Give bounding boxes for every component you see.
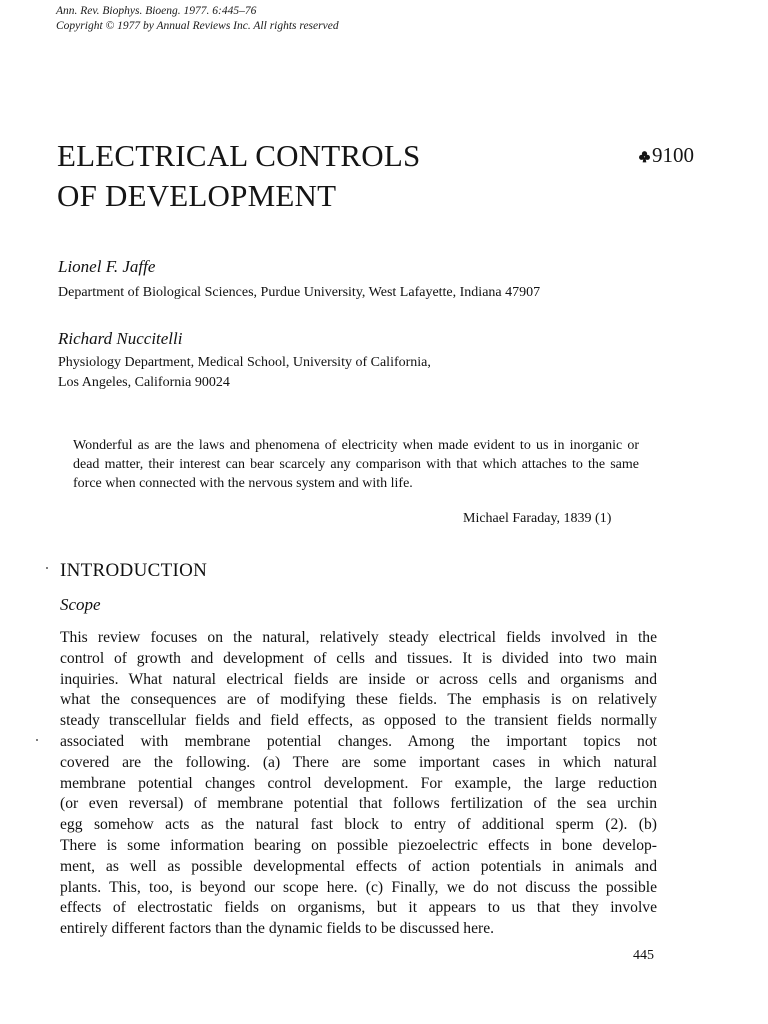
body-line: effects of electrostatic fields on organisms, but it appears to us that they involve [60,899,657,917]
body-line: what the consequences are of modifying these fields. The emphasis is on relatively [60,691,657,709]
author-name-1: Lionel F. Jaffe [58,257,156,276]
body-line: entirely different factors than the dynamic fields to be discussed here. [60,920,495,938]
article-code [638,143,694,168]
body-line: inquiries. What natural electrical fields are inside or across cells and organisms and [60,670,657,688]
body-line: steady transcellular fields and field effects, as opposed to the transient fields normally [60,712,657,730]
article-code-number: 9100 [652,143,694,167]
affiliation-line: Los Angeles, California 90024 [58,375,230,390]
body-line: plants. This, too, is beyond our scope here. (c) Finally, we do not discuss the possible [60,878,657,896]
copyright-line: Copyright © 1977 by Annual Reviews Inc. All rights reserved [56,20,339,32]
author-name-2: Richard Nuccitelli [58,329,183,348]
subsection-heading-scope: Scope [60,595,101,614]
author-affiliation-1 [58,283,540,303]
page-number: 445 [633,948,654,963]
club-symbol-icon [638,150,651,163]
section-heading-introduction: INTRODUCTION [60,560,208,581]
journal-header [56,4,339,34]
body-line: membrane potential changes control development. For example, the large reduction [60,774,657,792]
journal-citation: Ann. Rev. Biophys. Bioeng. 1977. 6:445–76 [56,5,257,17]
body-line: associated with membrane potential changes. Among the important topics not [60,732,657,750]
title-line-2: OF DEVELOPMENT [57,178,337,213]
author-affiliation-2 [58,353,431,393]
body-line: covered are the following. (a) There are some important cases in which natural [60,753,657,771]
epigraph-attribution: Michael Faraday, 1839 (1) [463,511,612,526]
body-line: ment, as well as possible developmental effects of action potentials in animals and [60,857,657,875]
scan-speck [46,567,48,569]
affiliation-line: Department of Biological Sciences, Purdue University, West Lafayette, Indiana 47907 [58,285,541,300]
body-line: control of growth and development of cells and tissues. It is divided into two main [60,649,657,667]
body-line: There is some information bearing on possible piezoelectric effects in bone develop- [60,836,657,854]
title-line-1: ELECTRICAL CONTROLS [57,138,421,173]
body-line: (or even reversal) of membrane potential that follows fertilization of the sea urchin [60,795,657,813]
article-title [57,136,420,216]
affiliation-line: Physiology Department, Medical School, University of California, [58,355,431,370]
epigraph-quote: Wonderful as are the laws and phenomena of electricity when made evident to us in inorganic or dead matter, their interest can bear scarcely any comparison with that which attaches to the same force when connected with the nervous system and with life. [73,438,639,491]
introduction-body [60,628,657,940]
scan-speck [36,739,38,741]
body-line: This review focuses on the natural, relatively steady electrical fields involved in the [60,629,657,646]
body-line: egg somehow acts as the natural fast block to entry of additional sperm (2). (b) [60,816,657,834]
